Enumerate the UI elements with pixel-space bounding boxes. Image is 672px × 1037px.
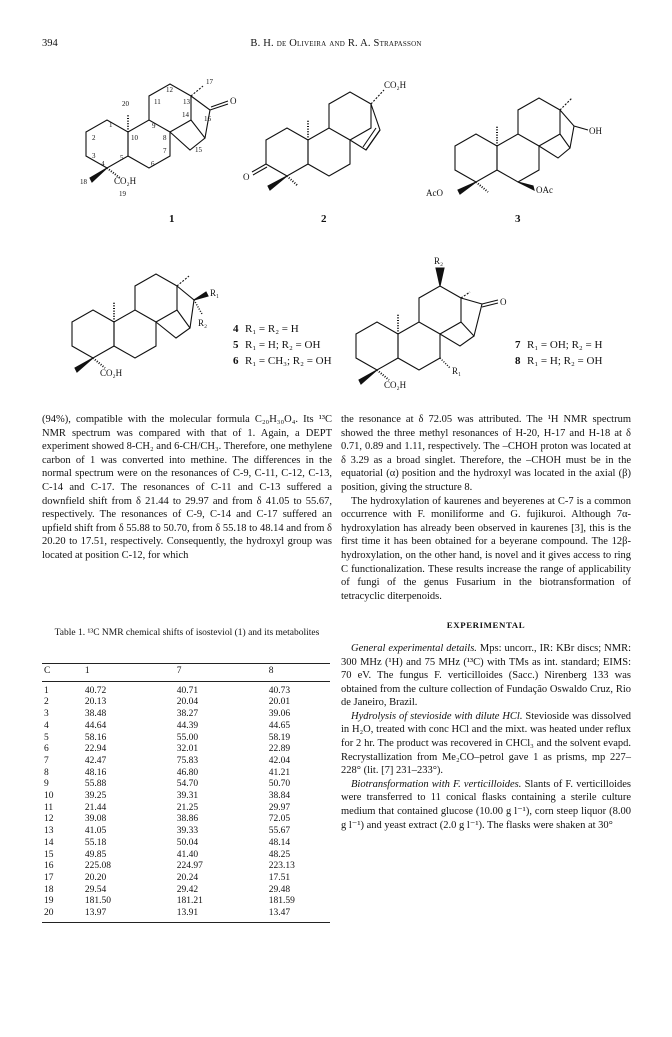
atom-number-label: 13 — [183, 98, 190, 106]
table-cell: 29.42 — [176, 884, 199, 895]
table-row — [42, 756, 330, 768]
atom-number-label: 3 — [92, 152, 96, 160]
table-cell: 17.51 — [268, 872, 291, 883]
carboxyl-label: CO₂H — [384, 80, 407, 90]
table-row — [42, 768, 330, 780]
table-cell: 10 — [44, 791, 54, 802]
table-cell: 16 — [44, 861, 54, 872]
hydroxyl-label: OH — [589, 126, 602, 136]
structure-4-ring-b — [114, 310, 156, 358]
running-header — [0, 38, 672, 52]
table-cell: 55.18 — [84, 837, 107, 848]
table-cell: 54.70 — [176, 779, 199, 790]
table-header-row — [42, 664, 330, 682]
structure-7-8 — [356, 256, 602, 390]
table-cell: 29.54 — [84, 884, 107, 895]
table-cell: 48.25 — [268, 849, 291, 860]
structure-2-wedge — [268, 176, 287, 190]
table-cell: 13.47 — [269, 908, 330, 922]
legend-7-text: R₁ = OH; R₂ = H — [527, 339, 603, 351]
structure-1 — [80, 78, 237, 225]
table-body — [42, 681, 330, 922]
structure-1-ring-b — [128, 120, 170, 168]
table-row — [42, 885, 330, 897]
table-cell: 13 — [44, 826, 54, 837]
table-cell: 20.24 — [176, 872, 199, 883]
structure-1-wedge-18 — [90, 168, 107, 182]
atom-number-label: 4 — [101, 160, 105, 168]
structure-3-oh-bond — [574, 126, 588, 130]
table-cell: 44.64 — [84, 720, 107, 731]
carboxyl-label: CO₂H — [100, 368, 123, 378]
table-cell: 55.00 — [176, 732, 199, 743]
atom-number-label: 20 — [122, 100, 129, 108]
table-cell: 39.08 — [84, 814, 107, 825]
structure-2-ring-a — [266, 128, 308, 176]
atom-number-label: 5 — [120, 154, 124, 162]
paragraph-text: Mps: uncorr., IR: KBr discs; NMR: 300 MHz (¹H) and 75 MHz (¹³C) with TMs as int. standard; EIMS: 70 eV. The fungus F. verticilloides (Sacc.) Nirenberg 133 was obtained from the culture collection of Fundação Oswaldo Cruz, Rio de Janeiro, Brazil. — [341, 642, 632, 709]
acetoxy-label: OAc — [536, 185, 553, 195]
table-cell: 44.39 — [176, 720, 199, 731]
table-cell: 2 — [44, 697, 49, 708]
table-row — [42, 873, 330, 885]
atom-number-label: 12 — [166, 86, 173, 94]
ketone-oxygen-label: O — [230, 96, 237, 106]
structure-7-ketone — [482, 300, 498, 307]
table-cell: 20.01 — [268, 697, 291, 708]
legend-4-text: R₁ = R₂ = H — [245, 323, 299, 335]
legend-6-number: 6 — [233, 355, 239, 367]
atom-number-label: 14 — [182, 111, 189, 119]
carboxyl-label: CO₂H — [114, 176, 137, 186]
left-column — [42, 413, 332, 563]
legend-5-number: 5 — [233, 339, 239, 351]
table-cell: 11 — [44, 802, 54, 813]
table-cell: 39.33 — [176, 826, 199, 837]
r1-label: R₁ — [452, 366, 462, 376]
table-cell: 4 — [44, 720, 49, 731]
structure-3-ring-a — [455, 134, 497, 182]
table-cell: 20.13 — [84, 697, 107, 708]
table-cell: 48.16 — [84, 767, 107, 778]
table-cell: 6 — [44, 744, 49, 755]
table-cell: 20.04 — [176, 697, 199, 708]
table-row — [42, 779, 330, 791]
table-cell: 18 — [44, 884, 54, 895]
table-cell: 42.04 — [268, 755, 291, 766]
table-cell: 32.01 — [176, 744, 199, 755]
structure-7-ring-c — [419, 286, 461, 334]
structure-2-acid-bond — [371, 90, 384, 104]
table-row — [42, 697, 330, 709]
atom-number-label: 11 — [154, 98, 161, 106]
structure-7-ring-d — [440, 322, 474, 346]
structure-4-ring-d — [156, 310, 190, 338]
structure-4-hash-r2 — [194, 300, 202, 314]
r2-label: R₂ — [198, 318, 208, 328]
atom-number-label: 15 — [195, 146, 202, 154]
table-cell: 21.25 — [176, 802, 199, 813]
table-cell: 58.16 — [84, 732, 107, 743]
structure-7-ring-b — [398, 322, 440, 370]
body-paragraph — [341, 642, 631, 710]
structure-7-hash — [377, 370, 389, 380]
table-cell: 39.06 — [268, 709, 291, 720]
structure-3-ring-c — [518, 98, 560, 146]
atom-number-label: 18 — [80, 178, 87, 186]
section-heading-experimental: EXPERIMENTAL — [446, 620, 526, 631]
table-row — [42, 744, 330, 756]
legend-7-number: 7 — [515, 339, 521, 351]
table-cell: 72.05 — [268, 814, 291, 825]
table-cell: 17 — [44, 872, 54, 883]
table-cell: 225.08 — [84, 861, 112, 872]
table-row — [42, 826, 330, 838]
table-cell: 38.48 — [84, 709, 107, 720]
structure-2-bridge — [350, 104, 380, 150]
structure-3-wedge-oac — [518, 182, 534, 190]
structure-4-wedge-r1 — [194, 292, 208, 300]
body-paragraph: the resonance at δ 72.05 was attributed. The ¹H NMR spectrum showed the three methyl resonances of H-20, H-17 and H-18 at δ 0.71, 0.89 and 1.11, respectively. The –CHOH proton was located at δ 3.29 as a broad singlet. Therefore, the –CHOH must be in the equatorial (α) position and the hydroxyl was located in the axial (β) position, giving the structure 8. — [341, 414, 631, 493]
paragraph-run-in-heading: Biotransformation with F. verticilloides. — [351, 778, 522, 790]
table-cell: 38.27 — [176, 709, 199, 720]
running-authors: B. H. de Oliveira and R. A. Strapasson — [250, 38, 422, 49]
table-row — [42, 896, 330, 908]
table-header-cell: C — [42, 664, 85, 682]
body-paragraph: (94%), compatible with the molecular formula C₂₀H₃₀O₄. Its ¹³C NMR spectrum was compared with that of 1. Again, a DEPT experiment showed 8-CH₂ and 6-CH/CH₃. Therefore, one methylene carbon of 1 was converted into methine. The differences in the normal spectrum were on the resonances of C-9, C-11, C-12, C-13, C-14 and C-17. The resonances of C-11 and C-13 suffered a downfield shift from δ 21.44 to 29.97 and from δ 41.05 to 55.67, respectively. The resonances of C-9, C-14 and C-17 suffered an upfield shift from δ 55.88 to 50.70, from δ 55.18 to 48.14 and from δ 20.20 to 17.51, respectively. Consequently, the hydroxyl group was located at position C-12, for which — [42, 414, 332, 561]
legend-6-text: R₁ = CH₃; R₂ = OH — [245, 355, 332, 367]
table-cell: 8 — [44, 767, 49, 778]
structure-2-ring-b — [308, 128, 350, 176]
atom-number-label: 9 — [152, 122, 156, 130]
compound-label-3: 3 — [515, 213, 521, 225]
legend-4-number: 4 — [233, 323, 239, 335]
table-row — [42, 908, 330, 922]
body-paragraph — [341, 778, 631, 832]
table-cell: 44.65 — [268, 720, 291, 731]
acetoxy-label: AcO — [426, 188, 443, 198]
structure-4-ring-c — [135, 274, 177, 322]
table-cell: 41.05 — [84, 826, 107, 837]
table-cell: 15 — [44, 849, 54, 860]
table-header-cell: 1 — [85, 664, 177, 682]
table-cell: 9 — [44, 779, 49, 790]
atom-number-label: 19 — [119, 190, 126, 198]
table-cell: 41.40 — [176, 849, 199, 860]
body-paragraph: The hydroxylation of kaurenes and beyerenes at C-7 is a common occurrence with F. moniliforme and G. fujikuroi. Although 7α-hydroxylation has already been observed in kaurenes [3], this is the first time it has been obtained for a beyerane compound. The 12β-hydroxylation, on the other hand, is novel and it gives access to ring C functionalization. These results increase the range of applicability of fungi of the genus Fusarium in the biotransformation of tetracyclic diterpenoids. — [341, 495, 631, 602]
table-cell: 22.89 — [268, 744, 291, 755]
table-caption: Table 1. ¹³C NMR chemical shifts of isosteviol (1) and its metabolites — [54, 628, 320, 638]
structure-4-ring-a — [72, 310, 114, 358]
carboxyl-label: CO₂H — [384, 380, 407, 390]
table-cell: 50.04 — [176, 837, 199, 848]
table-row — [42, 709, 330, 721]
structure-3-hash — [476, 182, 488, 192]
structure-7-wedge — [359, 370, 377, 384]
legend-8-number: 8 — [515, 355, 521, 367]
table-cell: 22.94 — [84, 744, 107, 755]
structure-2-ketone — [252, 164, 267, 175]
table-cell: 7 — [44, 755, 49, 766]
table-cell: 39.31 — [176, 791, 199, 802]
table-cell: 181.59 — [268, 896, 295, 907]
table-cell: 46.80 — [176, 767, 199, 778]
table-row — [42, 850, 330, 862]
table-cell: 40.71 — [176, 685, 199, 696]
table-cell: 49.85 — [84, 849, 107, 860]
atom-number-label: 7 — [163, 147, 167, 155]
structure-1-ketone — [210, 101, 228, 110]
table-cell: 41.21 — [268, 767, 291, 778]
table-cell: 181.21 — [176, 896, 203, 907]
table-cell: 29.48 — [268, 884, 291, 895]
atom-number-label: 10 — [131, 134, 138, 142]
compound-label-2: 2 — [321, 213, 327, 225]
table-cell: 55.67 — [268, 826, 291, 837]
nmr-shift-table — [42, 663, 330, 923]
structure-7-ring-a — [356, 322, 398, 370]
table-cell: 3 — [44, 709, 49, 720]
table-cell: 55.88 — [84, 779, 107, 790]
table-row — [42, 838, 330, 850]
atom-number-label: 2 — [92, 134, 96, 142]
paragraph-run-in-heading: General experimental details. — [351, 642, 477, 654]
legend-5-text: R₁ = H; R₂ = OH — [245, 339, 321, 351]
structure-3-methyl — [560, 98, 572, 110]
structure-3-bridge — [560, 110, 574, 148]
structure-2 — [243, 80, 407, 225]
table-cell: 29.97 — [268, 802, 291, 813]
table-row — [42, 733, 330, 745]
table-header-cell: 8 — [269, 664, 330, 682]
structure-7-methyl — [461, 292, 470, 298]
paragraph-run-in-heading: Hydrolysis of stevioside with dilute HCl. — [351, 710, 523, 722]
table-cell: 12 — [44, 814, 54, 825]
r1-label: R₁ — [210, 288, 220, 298]
atom-number-label: 8 — [163, 134, 167, 142]
chemical-structures-figure — [0, 60, 672, 405]
structure-7-bridge — [461, 298, 482, 336]
table-row — [42, 814, 330, 826]
table-row — [42, 721, 330, 733]
table-cell: 38.84 — [268, 791, 291, 802]
compound-label-1: 1 — [169, 213, 175, 225]
table-cell: 40.73 — [268, 685, 291, 696]
structure-4-6 — [72, 274, 332, 378]
table-row — [42, 791, 330, 803]
table-cell: 13.97 — [85, 908, 177, 922]
table-cell: 39.25 — [84, 791, 107, 802]
table-cell: 50.70 — [268, 779, 291, 790]
table-cell: 224.97 — [176, 861, 203, 872]
atom-number-label: 16 — [204, 115, 211, 123]
table-cell: 21.44 — [84, 802, 107, 813]
structure-2-ring-c — [329, 92, 371, 140]
paragraph-text: Stevioside was dissolved in H₂O, treated with conc HCl and the mixt. was heated under reflux for 2 hr. The product was recovered in CHCl₃ and the solvent evapd. Recrystallization from Me₂CO–petrol gave 1 as prisms, mp 227–228° (lit. [7] 231–233°). — [341, 710, 632, 777]
table-cell: 5 — [44, 732, 49, 743]
ketone-oxygen-label: O — [500, 297, 507, 307]
table-cell: 13.91 — [177, 908, 269, 922]
right-column — [341, 413, 631, 832]
structure-4-methyl — [177, 276, 189, 286]
table-cell: 223.13 — [268, 861, 295, 872]
table-cell: 20 — [42, 908, 85, 922]
table-row — [42, 861, 330, 873]
structure-3 — [426, 98, 602, 225]
table-cell: 42.47 — [84, 755, 107, 766]
table-cell: 181.50 — [84, 896, 112, 907]
table-row — [42, 681, 330, 697]
structure-7-wedge-r2 — [436, 268, 444, 286]
body-paragraph — [341, 710, 631, 778]
atom-number-label: 1 — [109, 121, 113, 129]
table-row — [42, 803, 330, 815]
table-cell: 58.19 — [268, 732, 291, 743]
atom-number-label: 17 — [206, 78, 213, 86]
table-cell: 40.72 — [84, 685, 107, 696]
table-header-cell: 7 — [177, 664, 269, 682]
structure-3-ring-b — [497, 134, 539, 182]
table-cell: 19 — [44, 896, 54, 907]
structure-2-hash — [287, 176, 298, 186]
table-cell: 48.14 — [268, 837, 291, 848]
ketone-oxygen-label: O — [243, 172, 250, 182]
table-cell: 1 — [44, 685, 49, 696]
page-number: 394 — [42, 38, 58, 49]
atom-number-label: 6 — [151, 160, 155, 168]
structure-3-wedge — [458, 182, 476, 194]
paragraph-text: Slants of F. verticilloides were transferred to 11 conical flasks containing a sterile culture medium that contained glucose (10.00 g l⁻¹), corn steep liquor (8.00 g l⁻¹) and yeast extract (2.0 g l⁻¹). The flasks were shaken at 30° — [341, 778, 632, 831]
table-cell: 38.86 — [176, 814, 199, 825]
table-cell: 14 — [44, 837, 54, 848]
table-cell: 20.20 — [84, 872, 107, 883]
structure-4-wedge — [75, 358, 93, 372]
r2-label: R₂ — [434, 256, 444, 266]
structure-1-methyl-17 — [191, 86, 203, 96]
table-cell: 75.83 — [176, 755, 199, 766]
structure-4-hash — [93, 358, 105, 368]
structure-7-hash-r1 — [440, 358, 450, 368]
legend-8-text: R₁ = H; R₂ = OH — [527, 355, 603, 367]
